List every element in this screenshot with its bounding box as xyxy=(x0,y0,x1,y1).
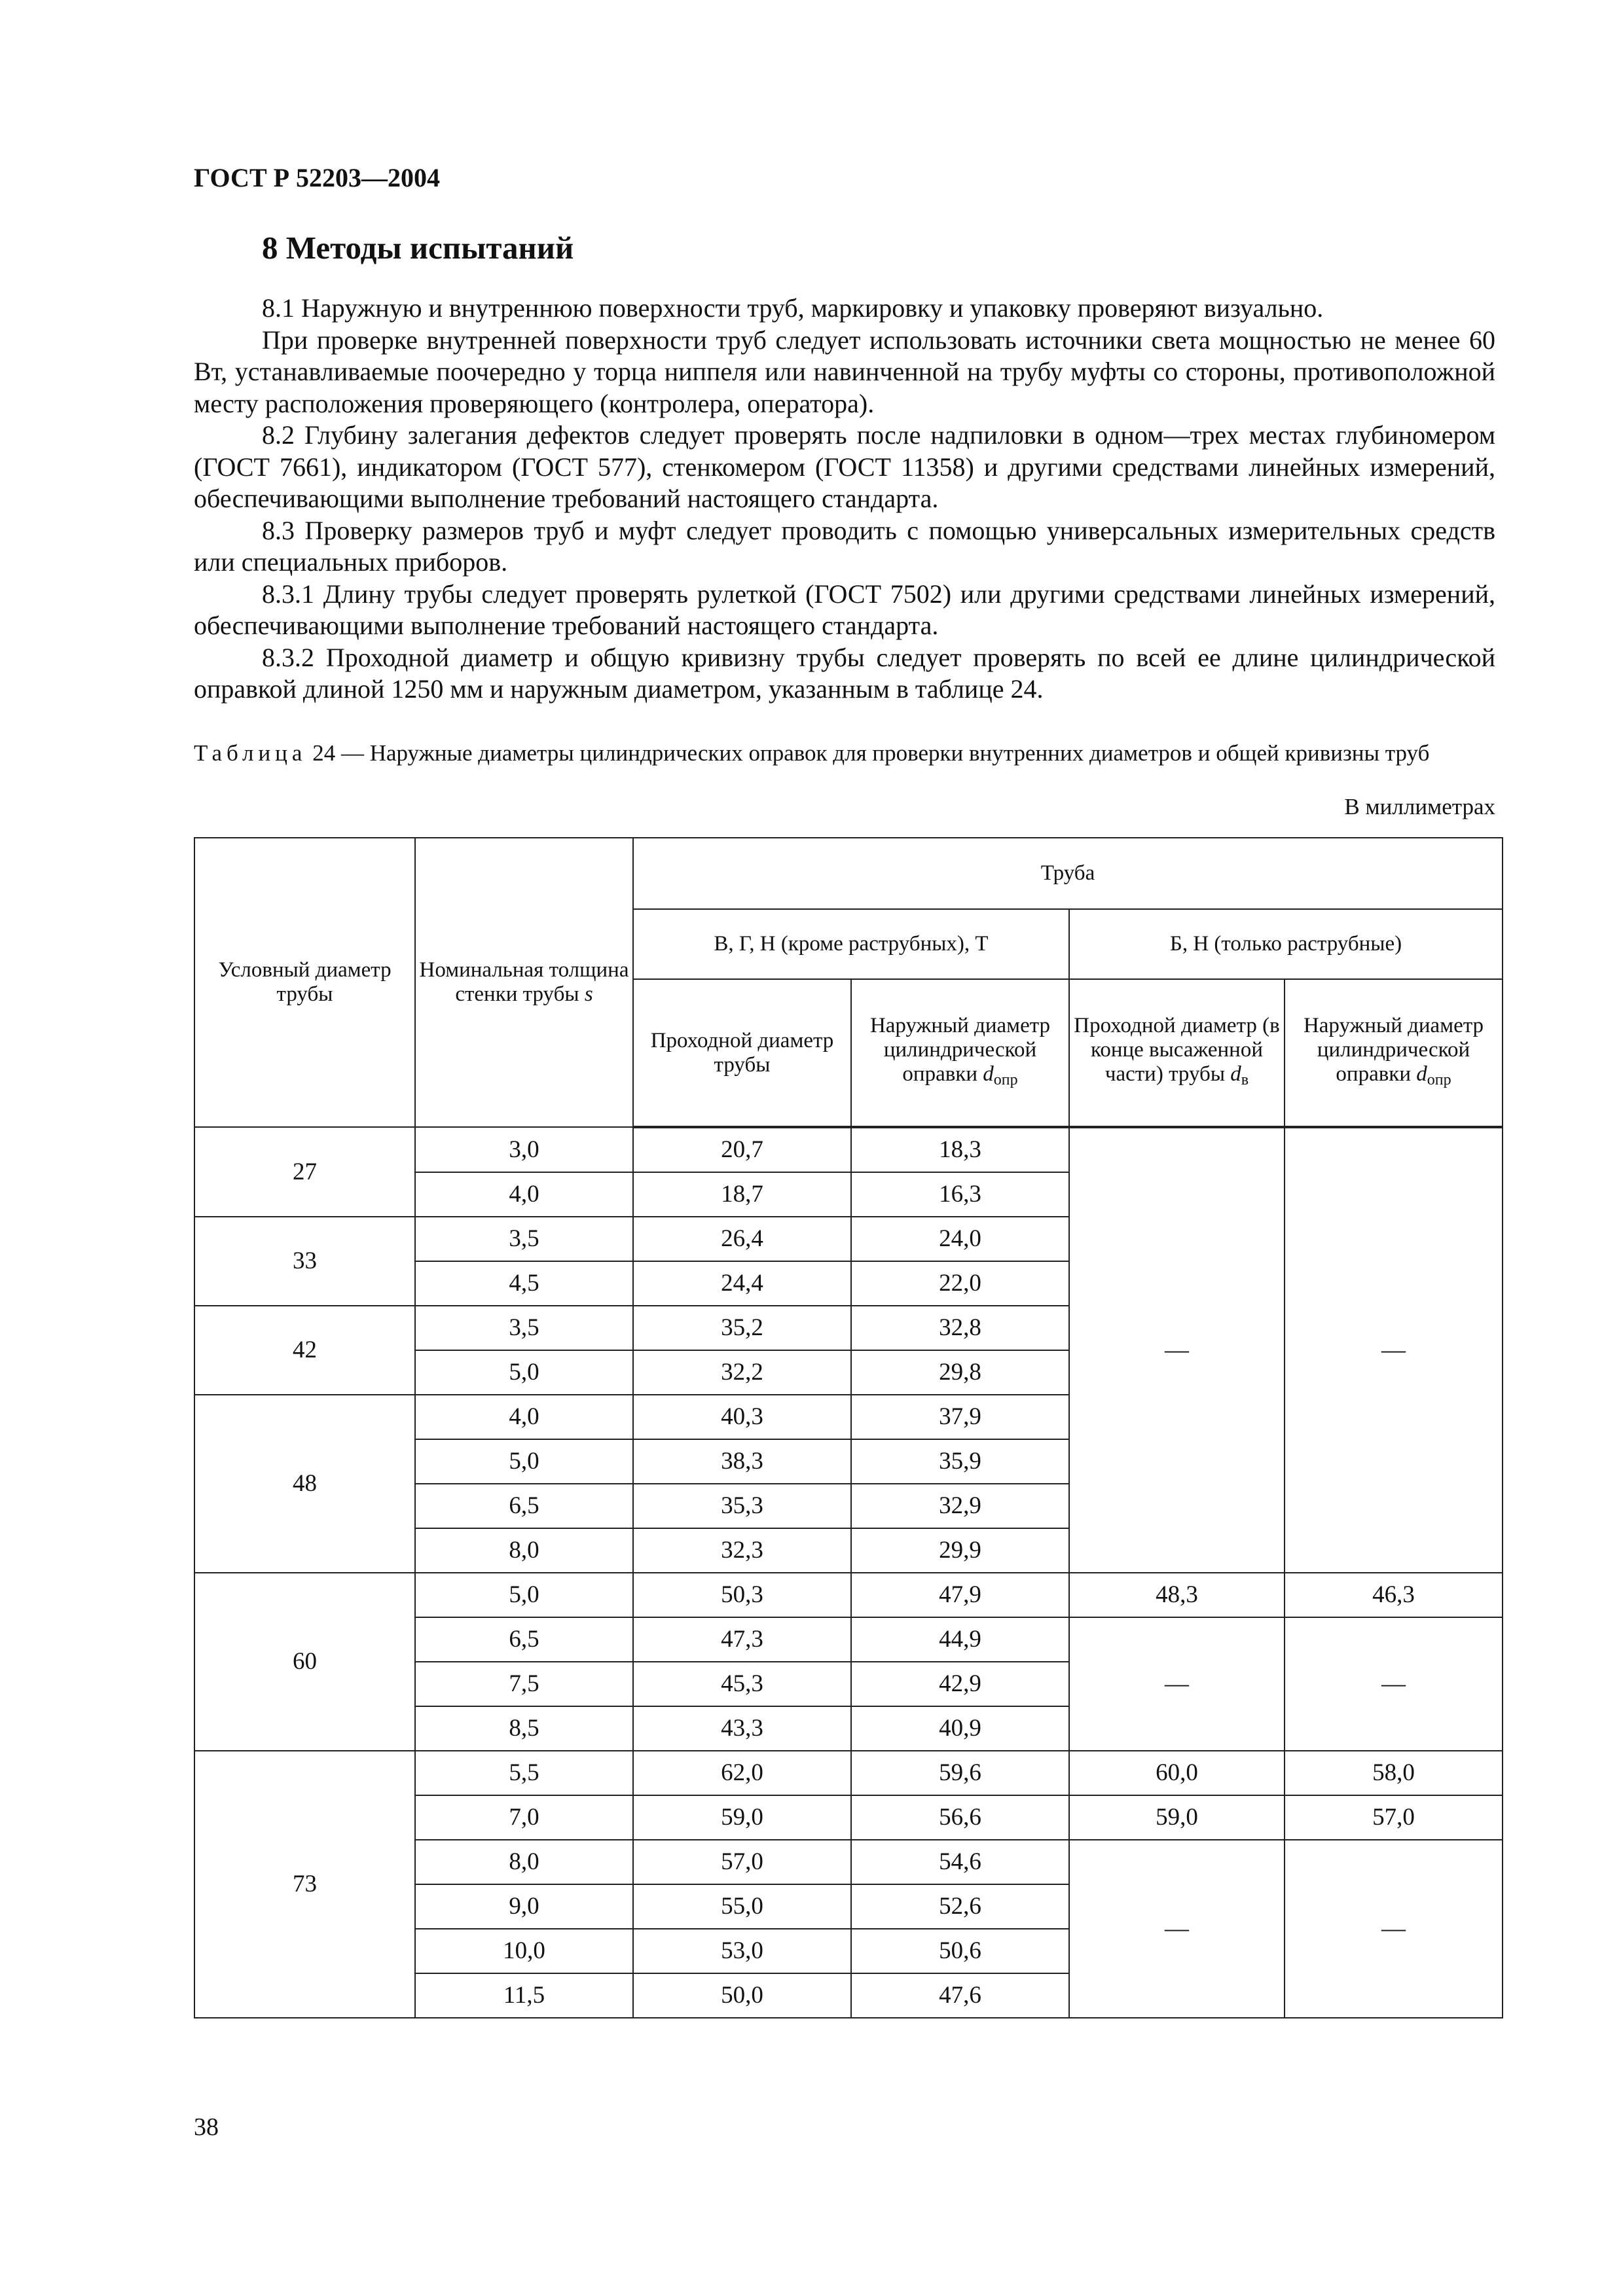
table-row xyxy=(194,1573,1503,1617)
cell-wall-thickness: 8,0 xyxy=(415,1528,633,1573)
header-mandrel-subscript: опр xyxy=(993,1071,1018,1088)
paragraph-8-2: 8.2 Глубину залегания дефектов следует проверять после надпиловки в одном—трех местах глубиномером (ГОСТ 7661), индикатором (ГОСТ 577), стенкомером (ГОСТ 11358) и другими средствами линейных измерений, обеспечивающими выполнение требований настоящего стандарта. xyxy=(194,420,1495,513)
cell-conditional-diameter: 42 xyxy=(194,1306,415,1395)
cell-bore: 32,3 xyxy=(633,1528,851,1573)
cell-bore: 24,4 xyxy=(633,1261,851,1306)
cell-mandrel: 40,9 xyxy=(851,1706,1069,1751)
cell-wall-thickness: 7,5 xyxy=(415,1662,633,1706)
header-upset-bore-diameter xyxy=(1069,979,1285,1127)
cell-mandrel: 50,6 xyxy=(851,1929,1069,1973)
cell-mandrel: 37,9 xyxy=(851,1395,1069,1439)
section-title: 8 Методы испытаний xyxy=(262,230,574,266)
cell-bore: 35,2 xyxy=(633,1306,851,1350)
cell-wall-thickness: 4,0 xyxy=(415,1172,633,1217)
cell-wall-thickness: 7,0 xyxy=(415,1795,633,1840)
cell-wall-thickness: 3,5 xyxy=(415,1217,633,1261)
cell-mandrel: 18,3 xyxy=(851,1127,1069,1172)
header-bore-diameter: Проходной диаметр трубы xyxy=(633,979,851,1127)
cell-bore: 40,3 xyxy=(633,1395,851,1439)
paragraph-8-3-1: 8.3.1 Длину трубы следует проверять рулеткой (ГОСТ 7502) или другими средствами линейных измерений, обеспечивающими выполнение требований настоящего стандарта. xyxy=(194,579,1495,640)
cell-wall-thickness: 11,5 xyxy=(415,1973,633,2018)
cell-mandrel: 47,9 xyxy=(851,1573,1069,1617)
paragraph-8-1-cont: При проверке внутренней поверхности труб следует использовать источники света мощностью не менее 60 Вт, устанавливаемые поочередно у торца ниппеля или навинченной на трубу муфты со стороны, противоположной месту расположения проверяющего (контролера, оператора). xyxy=(194,325,1495,418)
header-mandrel-b-text: Наружный диаметр цилиндрической оправки xyxy=(1303,1013,1484,1086)
cell-dash-group-b-bore: — xyxy=(1069,1127,1285,1573)
cell-wall-thickness: 8,5 xyxy=(415,1706,633,1751)
header-conditional-diameter: Условный диаметр трубы xyxy=(194,838,415,1127)
table-row xyxy=(194,1751,1503,1795)
paragraph-8-3-2: 8.3.2 Проходной диаметр и общую кривизну трубы следует проверять по всей ее длине цилиндрической оправкой длиной 1250 мм и наружным диаметром, указанным в таблице 24. xyxy=(194,642,1495,704)
cell-bore: 62,0 xyxy=(633,1751,851,1795)
cell-mandrel: 54,6 xyxy=(851,1840,1069,1884)
header-upset-subscript: в xyxy=(1241,1071,1249,1088)
cell-mandrel: 52,6 xyxy=(851,1884,1069,1929)
header-upset-text: Проходной диаметр (в конце высаженной части) трубы xyxy=(1074,1013,1280,1086)
section-body xyxy=(194,293,1495,706)
cell-mandrel: 29,8 xyxy=(851,1350,1069,1395)
cell-bore: 47,3 xyxy=(633,1617,851,1662)
cell-bore: 57,0 xyxy=(633,1840,851,1884)
cell-group-b-mandrel: 57,0 xyxy=(1285,1795,1503,1840)
cell-group-b-bore: 48,3 xyxy=(1069,1573,1285,1617)
cell-bore: 43,3 xyxy=(633,1706,851,1751)
header-upset-symbol: d xyxy=(1230,1062,1241,1086)
header-wall-thickness xyxy=(415,838,633,1127)
cell-wall-thickness: 10,0 xyxy=(415,1929,633,1973)
cell-mandrel: 32,9 xyxy=(851,1484,1069,1528)
cell-wall-thickness: 6,5 xyxy=(415,1484,633,1528)
cell-mandrel: 42,9 xyxy=(851,1662,1069,1706)
cell-dash-group-b-mandrel: — xyxy=(1285,1127,1503,1573)
cell-bore: 38,3 xyxy=(633,1439,851,1484)
cell-bore: 32,2 xyxy=(633,1350,851,1395)
cell-mandrel: 16,3 xyxy=(851,1172,1069,1217)
cell-bore: 50,0 xyxy=(633,1973,851,2018)
cell-mandrel: 35,9 xyxy=(851,1439,1069,1484)
cell-wall-thickness: 3,5 xyxy=(415,1306,633,1350)
table-caption-label: Таблица xyxy=(194,740,307,766)
header-wall-thickness-text: Номинальная толщина стенки трубы xyxy=(419,958,629,1006)
cell-conditional-diameter: 60 xyxy=(194,1573,415,1751)
cell-bore: 35,3 xyxy=(633,1484,851,1528)
table-row xyxy=(194,1127,1503,1172)
paragraph-8-3: 8.3 Проверку размеров труб и муфт следует проводить с помощью универсальных измерительных средств или специальных приборов. xyxy=(194,515,1495,577)
header-wall-thickness-symbol: s xyxy=(584,982,593,1006)
cell-group-b-bore: 60,0 xyxy=(1069,1751,1285,1795)
cell-mandrel: 47,6 xyxy=(851,1973,1069,2018)
cell-wall-thickness: 5,0 xyxy=(415,1573,633,1617)
cell-conditional-diameter: 73 xyxy=(194,1751,415,2018)
cell-mandrel: 56,6 xyxy=(851,1795,1069,1840)
cell-bore: 18,7 xyxy=(633,1172,851,1217)
cell-dash-group-b-mandrel: — xyxy=(1285,1617,1503,1751)
cell-bore: 55,0 xyxy=(633,1884,851,1929)
cell-bore: 50,3 xyxy=(633,1573,851,1617)
header-mandrel-b-symbol: d xyxy=(1416,1062,1427,1086)
cell-wall-thickness: 6,5 xyxy=(415,1617,633,1662)
cell-bore: 26,4 xyxy=(633,1217,851,1261)
cell-conditional-diameter: 27 xyxy=(194,1127,415,1217)
cell-mandrel: 32,8 xyxy=(851,1306,1069,1350)
table-caption xyxy=(194,740,1495,766)
paragraph-8-1: 8.1 Наружную и внутреннюю поверхности труб, маркировку и упаковку проверяют визуально. xyxy=(262,293,1324,323)
header-mandrel-symbol: d xyxy=(983,1062,994,1086)
mandrel-diameter-table xyxy=(194,837,1503,2018)
table-caption-text: 24 — Наружные диаметры цилиндрических оправок для проверки внутренних диаметров и общей кривизны труб xyxy=(306,740,1430,766)
cell-mandrel: 22,0 xyxy=(851,1261,1069,1306)
cell-wall-thickness: 4,5 xyxy=(415,1261,633,1306)
cell-wall-thickness: 8,0 xyxy=(415,1840,633,1884)
cell-bore: 20,7 xyxy=(633,1127,851,1172)
cell-bore: 45,3 xyxy=(633,1662,851,1706)
cell-group-b-mandrel: 58,0 xyxy=(1285,1751,1503,1795)
header-pipe: Труба xyxy=(633,838,1503,909)
cell-mandrel: 59,6 xyxy=(851,1751,1069,1795)
cell-bore: 59,0 xyxy=(633,1795,851,1840)
header-mandrel-b-subscript: опр xyxy=(1427,1071,1451,1088)
cell-conditional-diameter: 33 xyxy=(194,1217,415,1306)
cell-wall-thickness: 4,0 xyxy=(415,1395,633,1439)
header-mandrel-text: Наружный диаметр цилиндрической оправки xyxy=(869,1013,1051,1086)
cell-wall-thickness: 5,0 xyxy=(415,1350,633,1395)
cell-wall-thickness: 5,0 xyxy=(415,1439,633,1484)
cell-group-b-bore: 59,0 xyxy=(1069,1795,1285,1840)
cell-group-b-mandrel: 46,3 xyxy=(1285,1573,1503,1617)
cell-wall-thickness: 9,0 xyxy=(415,1884,633,1929)
cell-dash-group-b-bore: — xyxy=(1069,1617,1285,1751)
document-code-header: ГОСТ Р 52203—2004 xyxy=(194,163,441,192)
header-group-b: Б, Н (только раструбные) xyxy=(1069,909,1503,979)
cell-dash-group-b-bore: — xyxy=(1069,1840,1285,2018)
header-mandrel-diameter xyxy=(851,979,1069,1127)
header-group-a: В, Г, Н (кроме раструбных), Т xyxy=(633,909,1069,979)
cell-dash-group-b-mandrel: — xyxy=(1285,1840,1503,2018)
cell-mandrel: 24,0 xyxy=(851,1217,1069,1261)
cell-wall-thickness: 5,5 xyxy=(415,1751,633,1795)
cell-bore: 53,0 xyxy=(633,1929,851,1973)
cell-conditional-diameter: 48 xyxy=(194,1395,415,1573)
header-mandrel-diameter-b xyxy=(1285,979,1503,1127)
cell-wall-thickness: 3,0 xyxy=(415,1127,633,1172)
table-units-note: В миллиметрах xyxy=(1344,794,1495,819)
cell-mandrel: 29,9 xyxy=(851,1528,1069,1573)
page-number: 38 xyxy=(194,2113,219,2141)
cell-mandrel: 44,9 xyxy=(851,1617,1069,1662)
